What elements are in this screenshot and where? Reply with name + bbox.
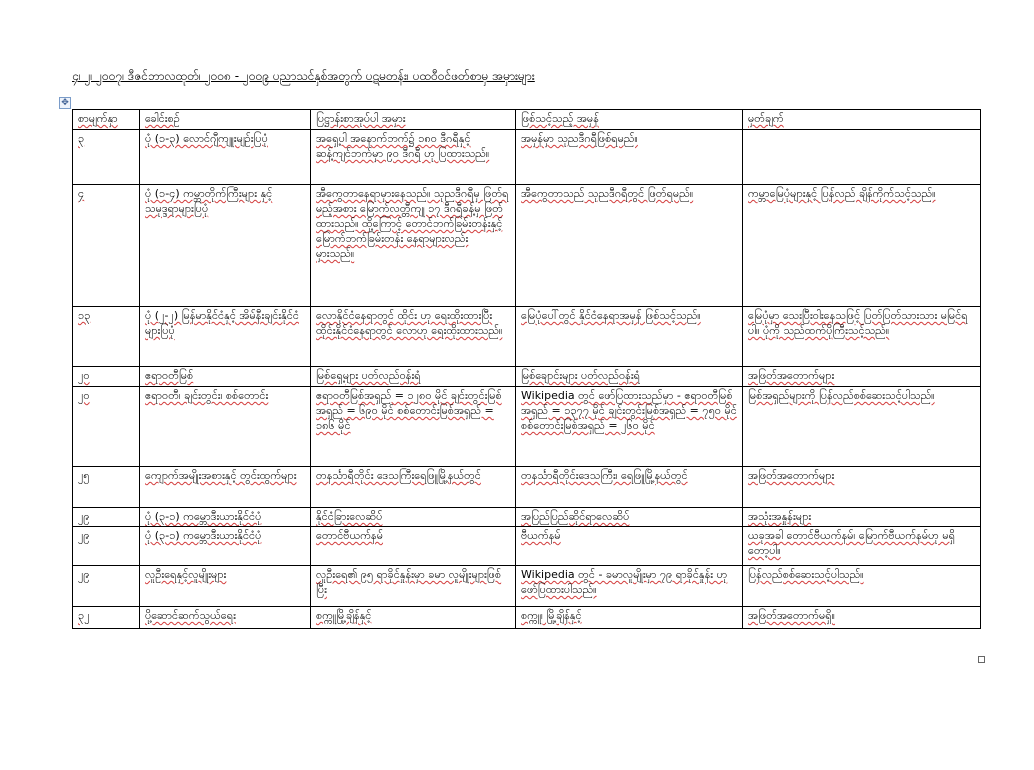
heading-cell: ဧရာဝတီ၊ ချင်းတွင်း၊ စစ်တောင်း: [140, 387, 311, 467]
correction-cell: မြစ်ချောင်းများ ပတ်လည်ဝန်းရံ: [516, 367, 743, 387]
document-title: ၄၊ ၂၊ ၂၀၀၇၊ ဒီဇင်ဘာလထုတ်၊ ၂၀၀၈ - ၂၀၀၉ ပညာသင်နှစ်အတွက် ပဋမတန်း၊ ပထဝီဝင်ဖတ်စာမှ အမှားများ: [72, 69, 535, 83]
header-cell: ခေါင်းစဉ်: [140, 110, 311, 130]
error-cell: စက္ကူမြို့ချိန်နှင့်: [311, 607, 516, 629]
table-header-row: [73, 110, 981, 130]
heading-cell: ပို့ဆောင်ဆက်သွယ်ရေး: [140, 607, 311, 629]
page-number-cell: ၂၉: [73, 527, 140, 566]
correction-cell: အမှန်မှာ သုညဒီဂရီဖြစ်ရမည်။: [516, 130, 743, 185]
page-number-cell: ၄: [73, 185, 140, 307]
error-cell: နိုင်ငံခြားလေဆိပ်: [311, 508, 516, 527]
table-row: [73, 607, 981, 629]
correction-cell: စက္ကူ၊ မြို့ချိန်နှင့်: [516, 607, 743, 629]
table-row: [73, 467, 981, 508]
table-body: [73, 110, 981, 629]
page-number-cell: ၂၀: [73, 387, 140, 467]
remark-cell: အသုံးအနှုန်းများ: [743, 508, 981, 527]
table-resize-handle[interactable]: [978, 656, 985, 663]
correction-cell: ဗီယက်နမ်: [516, 527, 743, 566]
error-cell: လောနိုင်ငံနေရာတွင် ထိုင်း ဟု ရေးထိုးထားပြီး ထိုင်းနိုင်ငံနေရာတွင် လောဟု ရေးထိုးထားသည်။: [311, 307, 516, 367]
page-number-cell: ၂၅: [73, 467, 140, 508]
table-row: [73, 508, 981, 527]
remark-cell: အဖြတ်အတောက်များ: [743, 467, 981, 508]
error-cell: အီကွေတာနေရာမှားနေသည်။ သုညဒီဂရီမှ ဖြတ်ရမည့်အစား မြောက်လတ္တီကျု ၁၇ ဒီဂရီခန့်မှ ဖြတ်ထားသည်။ ထို့ကြောင့် တောင်ဘက်ခြမ်းတန်းနှင့် မြောက်ဘက်ခြမ်းတန်း နေရာများလည်း မှားသည်။: [311, 185, 516, 307]
remark-cell: အဖြတ်အတောက်များ: [743, 367, 981, 387]
page-number-cell: ၂၉: [73, 566, 140, 607]
table-row: [73, 185, 981, 307]
table-row: [73, 307, 981, 367]
heading-cell: ပုံ (၁-၄) ကမ္ဘာတိုက်ကြီးများ နှင့် သမုဒ္ဒရာများပြပုံ: [140, 185, 311, 307]
remark-cell: ယခုအခါ တောင်ဗီယက်နမ်၊ မြောက်ဗီယက်နမ်ဟု မရှိတော့ပါ။: [743, 527, 981, 566]
error-cell: အရှေ့ပါ အနောက်ဘက်၌ ၁၈၀ ဒီဂရီနှင့်ဆန့်ကျင်ဘက်မှာ ၉၀ ဒီဂရီ ဟု ပြထားသည်။: [311, 130, 516, 185]
heading-cell: ပုံ (၁-၃) လောင်ဂျီကျူးမျဉ်းပြပုံ: [140, 130, 311, 185]
error-cell: တောင်ဗီယက်နမ်: [311, 527, 516, 566]
correction-cell: Wikipedia တွင် - ခမာလူမျိုးမှာ ၇၉ ရာခိုင်နှုန်း ဟု ဖော်ပြထားပါသည်။: [516, 566, 743, 607]
page-number-cell: ၁၃: [73, 307, 140, 367]
table-row: [73, 130, 981, 185]
remark-cell: [743, 130, 981, 185]
correction-cell: မြေပုံပေါ်တွင် နိုင်ငံနေရာအမှန် ဖြစ်သင့်သည်။: [516, 307, 743, 367]
page-number-cell: ၃၂: [73, 607, 140, 629]
header-cell: ဖြစ်သင့်သည့် အမှန်: [516, 110, 743, 130]
heading-cell: ပုံ (၂-၂) မြန်မာနိုင်ငံနှင့် အိမ်နီးချင်းနိုင်ငံများပြပုံ: [140, 307, 311, 367]
error-cell: တနင်္သာရီတိုင်း ဒေသကြီးရေဖြူမြို့နယ်တွင်: [311, 467, 516, 508]
error-cell: လူဦးရေ၏ ၉၅ ရာခိုင်နှုန်းမှာ ခမာ လူမျိုးများဖြစ်ပြီး: [311, 566, 516, 607]
remark-cell: အဖြတ်အတောက်မရှိ။: [743, 607, 981, 629]
remark-cell: မြေပုံမှာ သေးပြီးဝါးနေသဖြင့် ပြတ်ပြတ်သားသား မမြင်ရပါ။ ပုံကို သည်ထက်ပိုကြီးသင့်သည်။: [743, 307, 981, 367]
correction-cell: အပြည်ပြည်ဆိုင်ရာလေဆိပ်: [516, 508, 743, 527]
page-number-cell: ၂၀: [73, 367, 140, 387]
table-row: [73, 387, 981, 467]
heading-cell: လူဦးရေနှင့်လူမျိုးများ: [140, 566, 311, 607]
correction-cell: အီကွေတာသည် သုညဒီဂရီတွင် ဖြတ်ရမည်။: [516, 185, 743, 307]
header-cell: ပြဋ္ဌာန်းစာအုပ်ပါ အမှား: [311, 110, 516, 130]
error-cell: မြစ်ရှေ့များ ပတ်လည်ဝန်းရံ: [311, 367, 516, 387]
heading-cell: ပုံ (၃-၁) ကမ္ဘောဒီးယားနိုင်ငံပုံ: [140, 508, 311, 527]
error-cell: ဧရာဝတီမြစ်အရှည် = ၁၂၈၀ မိုင် ချင်းတွင်းမြစ်အရှည် = ၆၉၀ မိုင် စစ်တောင်းမြစ်အရှည် = ၁၈၆ မိုင်: [311, 387, 516, 467]
page-number-cell: ၃: [73, 130, 140, 185]
errata-table: [72, 109, 981, 629]
table-row: [73, 566, 981, 607]
heading-cell: ဧရာဝတီမြစ်: [140, 367, 311, 387]
correction-cell: တနင်္သာရီတိုင်းဒေသကြီး၊ ရေဖြူမြို့နယ်တွင်: [516, 467, 743, 508]
remark-cell: မြစ်အရှည်များကို ပြန်လည်စစ်ဆေးသင့်ပါသည်။: [743, 387, 981, 467]
remark-cell: ကမ္ဘာမြေပုံများနှင့် ပြန်လည် ချိန်ကိုက်သင့်သည်။: [743, 185, 981, 307]
header-cell: စာမျက်နှာ: [73, 110, 140, 130]
table-move-handle-icon[interactable]: ✥: [59, 97, 71, 109]
table-row: [73, 367, 981, 387]
correction-cell: Wikipedia တွင် ဖော်ပြထားသည်မှာ - ဧရာဝတီမြစ်အရှည် = ၁၃၇၇ မိုင် ချင်းတွင်းမြစ်အရှည် = ၇၅၀ မိုင် စစ်တောင်းမြစ်အရှည် = ၂၆၀ မိုင်: [516, 387, 743, 467]
header-cell: မှတ်ချက်: [743, 110, 981, 130]
remark-cell: ပြန်လည်စစ်ဆေးသင့်ပါသည်။: [743, 566, 981, 607]
table-row: [73, 527, 981, 566]
heading-cell: ကျောက်အမျိုးအစားနှင့် တွင်းထွက်များ: [140, 467, 311, 508]
heading-cell: ပုံ (၃-၁) ကမ္ဘောဒီးယားနိုင်ငံပုံ: [140, 527, 311, 566]
page-number-cell: ၂၉: [73, 508, 140, 527]
